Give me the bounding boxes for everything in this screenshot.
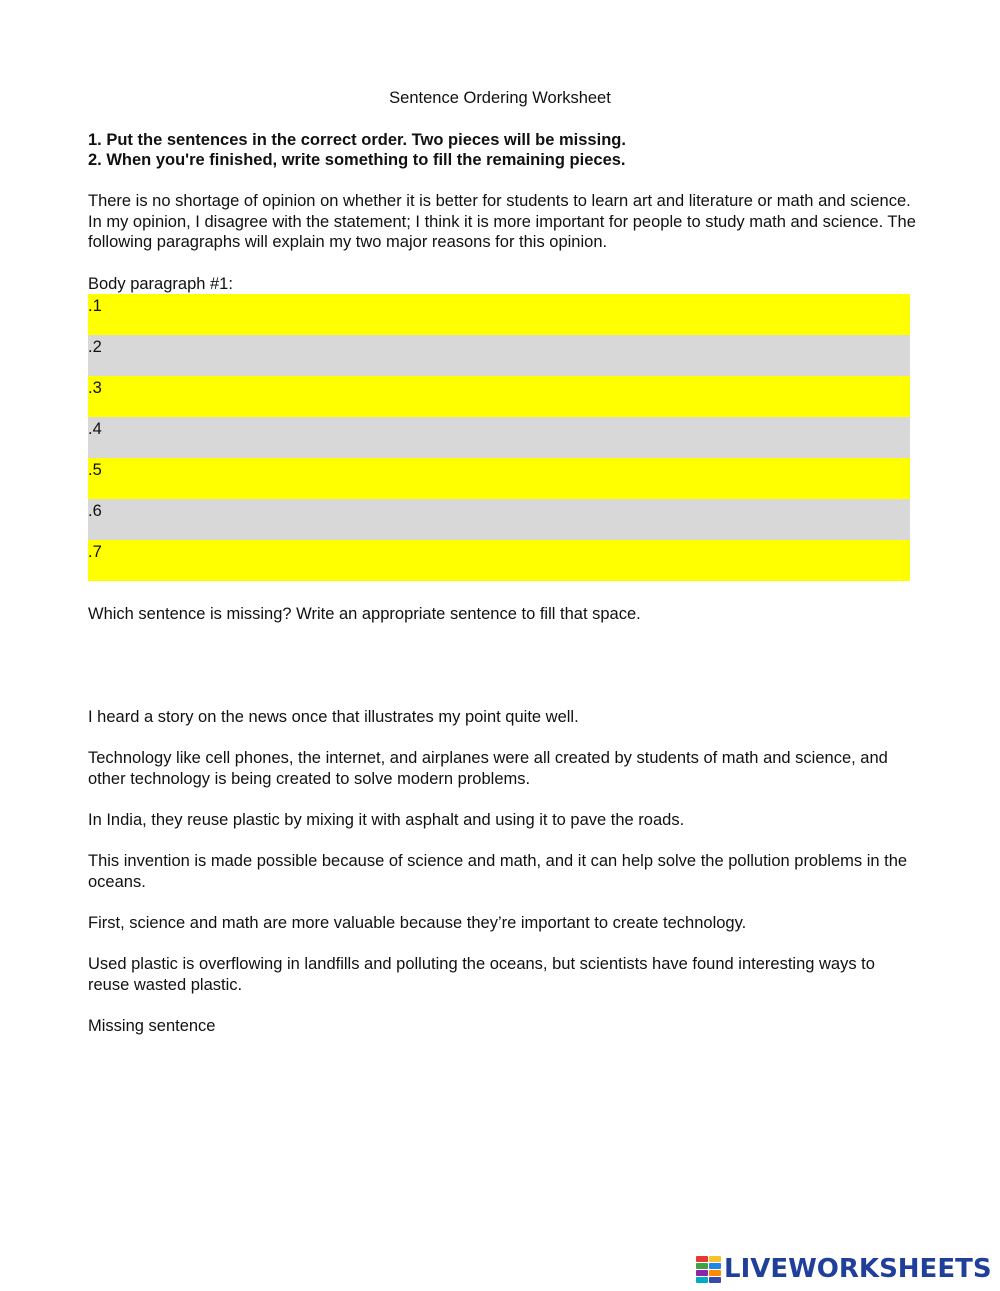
logo-block bbox=[709, 1256, 721, 1262]
logo-block bbox=[696, 1256, 708, 1262]
drop-slot-2[interactable]: .2 bbox=[88, 335, 910, 376]
logo-text: LIVEWORKSHEETS bbox=[724, 1254, 992, 1284]
drop-slot-5[interactable]: .5 bbox=[88, 458, 910, 499]
draggable-sentence-6[interactable]: Used plastic is overflowing in landfills and polluting the oceans, but scientists have found interesting ways to reuse wasted plastic. bbox=[88, 955, 875, 994]
drop-slot-3[interactable]: .3 bbox=[88, 376, 910, 417]
draggable-sentence-4[interactable]: This invention is made possible because of science and math, and it can help solve the pollution problems in the oceans. bbox=[88, 852, 908, 891]
logo-block bbox=[696, 1270, 708, 1276]
logo-block bbox=[696, 1277, 708, 1283]
draggable-sentence-2[interactable]: Technology like cell phones, the internet, and airplanes were all created by students of math and science, and other technology is being created to solve modern problems. bbox=[88, 749, 888, 788]
logo-block bbox=[696, 1263, 708, 1269]
draggable-sentence-missing[interactable]: Missing sentence bbox=[88, 1017, 216, 1035]
draggable-sentence-5[interactable]: First, science and math are more valuable because they’re important to create technology. bbox=[88, 914, 747, 932]
logo-block bbox=[709, 1277, 721, 1283]
drop-slot-1[interactable]: .1 bbox=[88, 294, 910, 335]
drop-slot-7[interactable]: .7 bbox=[88, 540, 910, 581]
instruction-1: 1. Put the sentences in the correct order. Two pieces will be missing. bbox=[88, 131, 626, 149]
liveworksheets-logo bbox=[696, 1254, 992, 1284]
draggable-sentence-1[interactable]: I heard a story on the news once that illustrates my point quite well. bbox=[88, 708, 579, 726]
instruction-2: 2. When you're finished, write something to fill the remaining pieces. bbox=[88, 151, 626, 169]
logo-block bbox=[709, 1263, 721, 1269]
body-paragraph-label: Body paragraph #1: bbox=[88, 275, 233, 293]
liveworksheets-logo-icon bbox=[696, 1256, 720, 1282]
intro-paragraph: There is no shortage of opinion on whether it is better for students to learn art and literature or math and science. In my opinion, I disagree with the statement; I think it is more important for people to study math and science. The following paragraphs will explain my two major reasons for this opinion. bbox=[88, 192, 916, 251]
draggable-sentence-3[interactable]: In India, they reuse plastic by mixing it with asphalt and using it to pave the roads. bbox=[88, 811, 685, 829]
missing-question: Which sentence is missing? Write an appropriate sentence to fill that space. bbox=[88, 605, 641, 623]
worksheet-title: Sentence Ordering Worksheet bbox=[389, 89, 611, 107]
logo-block bbox=[709, 1270, 721, 1276]
instructions bbox=[88, 130, 918, 170]
drop-slot-6[interactable]: .6 bbox=[88, 499, 910, 540]
sentence-drop-slots bbox=[88, 294, 910, 581]
drop-slot-4[interactable]: .4 bbox=[88, 417, 910, 458]
